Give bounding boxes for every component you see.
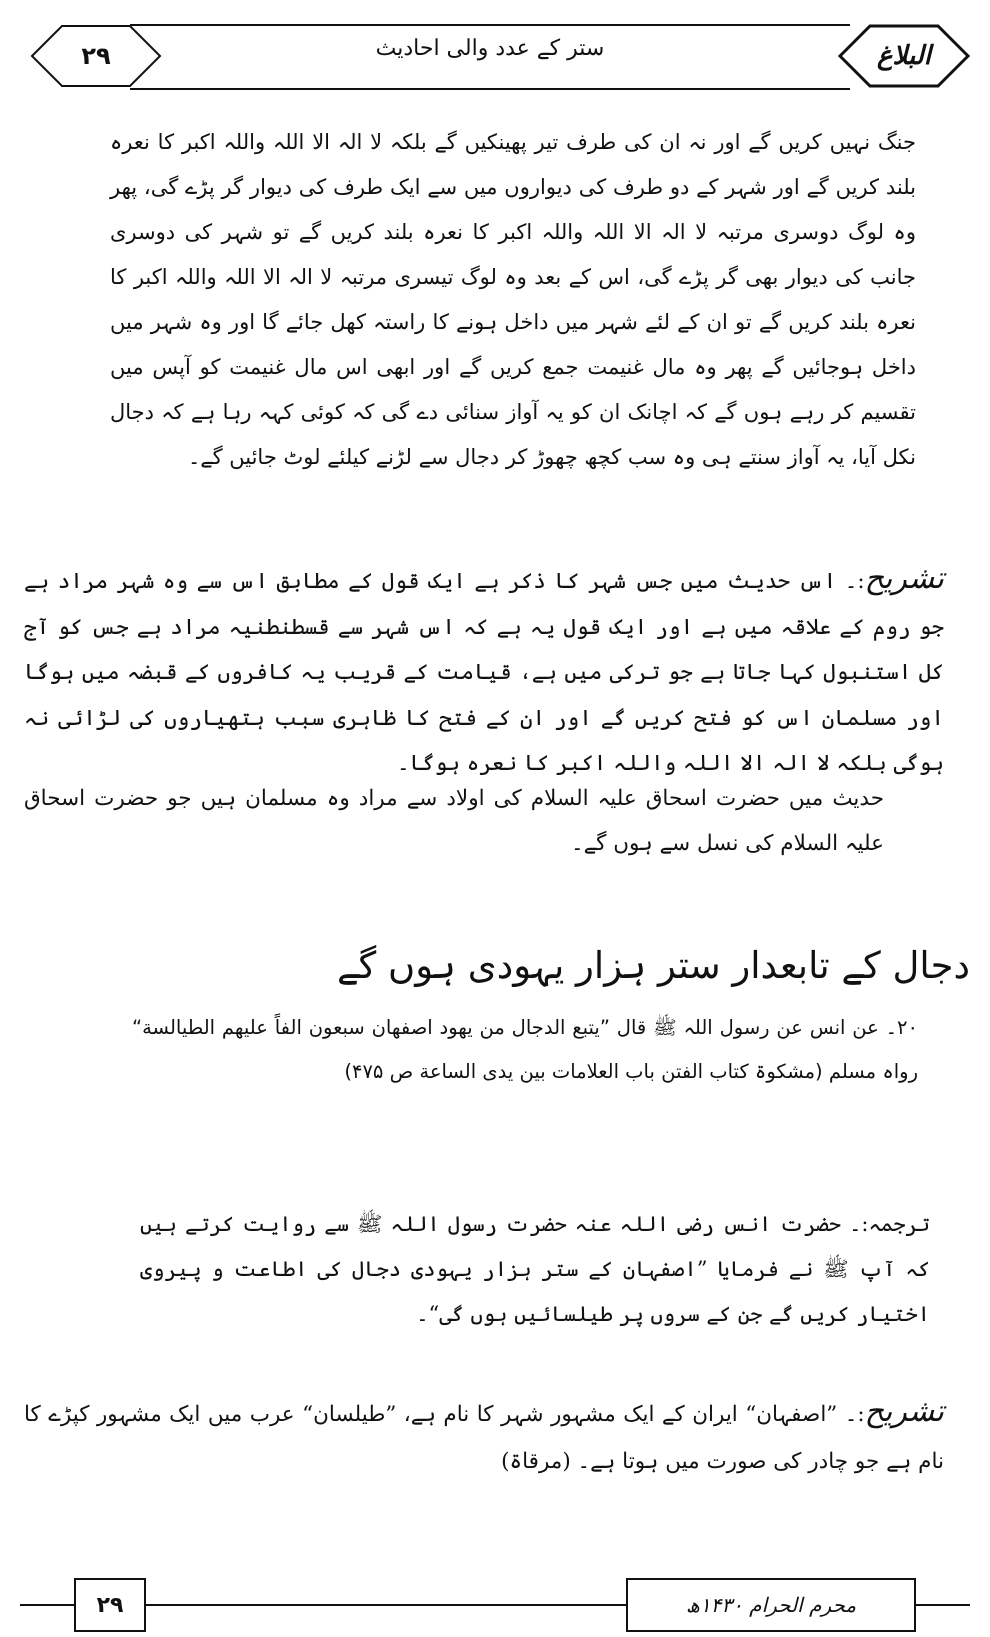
section-heading: دجال کے تابعدار ستر ہزار یہودی ہوں گے — [336, 944, 970, 987]
footer-rule-left — [20, 1604, 74, 1606]
explanation-label: تشریح — [864, 1394, 944, 1429]
header-rule-top — [130, 24, 850, 26]
header-page-number-badge — [28, 24, 164, 88]
narration-paragraph: جنگ نہیں کریں گے اور نہ ان کی طرف تیر پھینکیں گے بلکہ لا الہ الا اللہ واللہ اکبر کا نعرہ بلند کریں گے اور شہر کے دو طرف کی دیواروں میں سے ایک طرف کی دیوار گر پڑے گی، پھر وہ لوگ دوسری مرتبہ لا الہ الا اللہ واللہ اکبر کا نعرہ بلند کریں گے تو شہر کی دوسری جانب کی دیوار بھی گر پڑے گی، اس کے بعد وہ لوگ تیسری مرتبہ لا الہ الا اللہ واللہ اکبر کا نعرہ بلند کریں گے تو ان کے لئے شہر میں داخل ہونے کا راستہ کھل جائے گا اور وہ شہر میں داخل ہوجائیں گے پھر وہ مال غنیمت جمع کریں گے اور ابھی اس مال غنیمت کو آپس میں تقسیم کر رہے ہوں گے کہ اچانک ان کو یہ آواز سنائی دے گی کہ کوئی کہہ رہا ہے کہ دجال نکل آیا، یہ آواز سنتے ہی وہ سب کچھ چھوڑ کر دجال سے لڑنے کیلئے لوٹ جائیں گے۔ — [110, 130, 916, 469]
explanation-text: :۔ ”اصفہان“ ایران کے ایک مشہور شہر کا نام ہے، ”طیلسان“ عرب میں ایک مشہور کپڑے کا نام ہے جو چادر کی صورت میں ہوتا ہے۔ (مرقاۃ) — [24, 1402, 944, 1474]
commentary-paragraph: حدیث میں حضرت اسحاق علیہ السلام کی اولاد سے مراد وہ مسلمان ہیں جو حضرت اسحاق علیہ السلام کی نسل سے ہوں گے۔ — [24, 786, 884, 856]
footer-rule-middle — [142, 1604, 626, 1606]
explanation-text: :۔ اس حدیث میں جس شہر کا ذکر ہے ایک قول کے مطابق اس سے وہ شہر مراد ہے جو روم کے علاقہ میں ہے اور ایک قول یہ ہے کہ اس شہر سے قسطنطنیہ مراد ہے جس کو آج کل استنبول کہا جاتا ہے جو ترکی میں ہے، قیامت کے قریب یہ کافروں کے قبضہ میں ہوگا اور مسلمان اس کو فتح کریں گے اور ان کے فتح کا ظاہری سبب ہتھیاروں کی لڑائی نہ ہوگی بلکہ لا الہ الا اللہ واللہ اکبر کا نعرہ ہوگا۔ — [24, 569, 944, 776]
translation-paragraph: ترجمہ:۔ حضرت انس رضی اللہ عنہ حضرت رسول اللہ ﷺ سے روایت کرتے ہیں کہ آپ ﷺ نے فرمایا ”اصفہان کے ستر ہزار یہودی دجال کی اطاعت و پیروی اختیار کریں گے جن کے سروں پر طیلسائیں ہوں گی“۔ — [140, 1212, 930, 1326]
hadith-arabic: ۲۰۔ عن انس عن رسول اللہ ﷺ قال ”یتبع الدجال من یهود اصفهان سبعون الفاً علیهم الطیالسة“ رواہ مسلم (مشکوۃ کتاب الفتن باب العلامات بین یدی الساعة ص ۴۷۵) — [132, 1016, 918, 1083]
footer-rule-right — [912, 1604, 970, 1606]
explanation-paragraph-2 — [24, 1388, 944, 1485]
header-rule-bottom — [130, 88, 850, 90]
explanation-label: تشریح — [864, 561, 944, 596]
header-title: ستر کے عدد والی احادیث — [375, 36, 605, 61]
explanation-paragraph-1 — [24, 556, 944, 787]
header-page-number: ۲۹ — [81, 42, 111, 70]
footer-date: محرم الحرام ۱۴۳۰ھ — [626, 1578, 916, 1632]
header-logo-badge — [836, 24, 972, 88]
logo: البلاغ — [876, 41, 932, 71]
footer-page-number: ۲۹ — [74, 1578, 146, 1632]
